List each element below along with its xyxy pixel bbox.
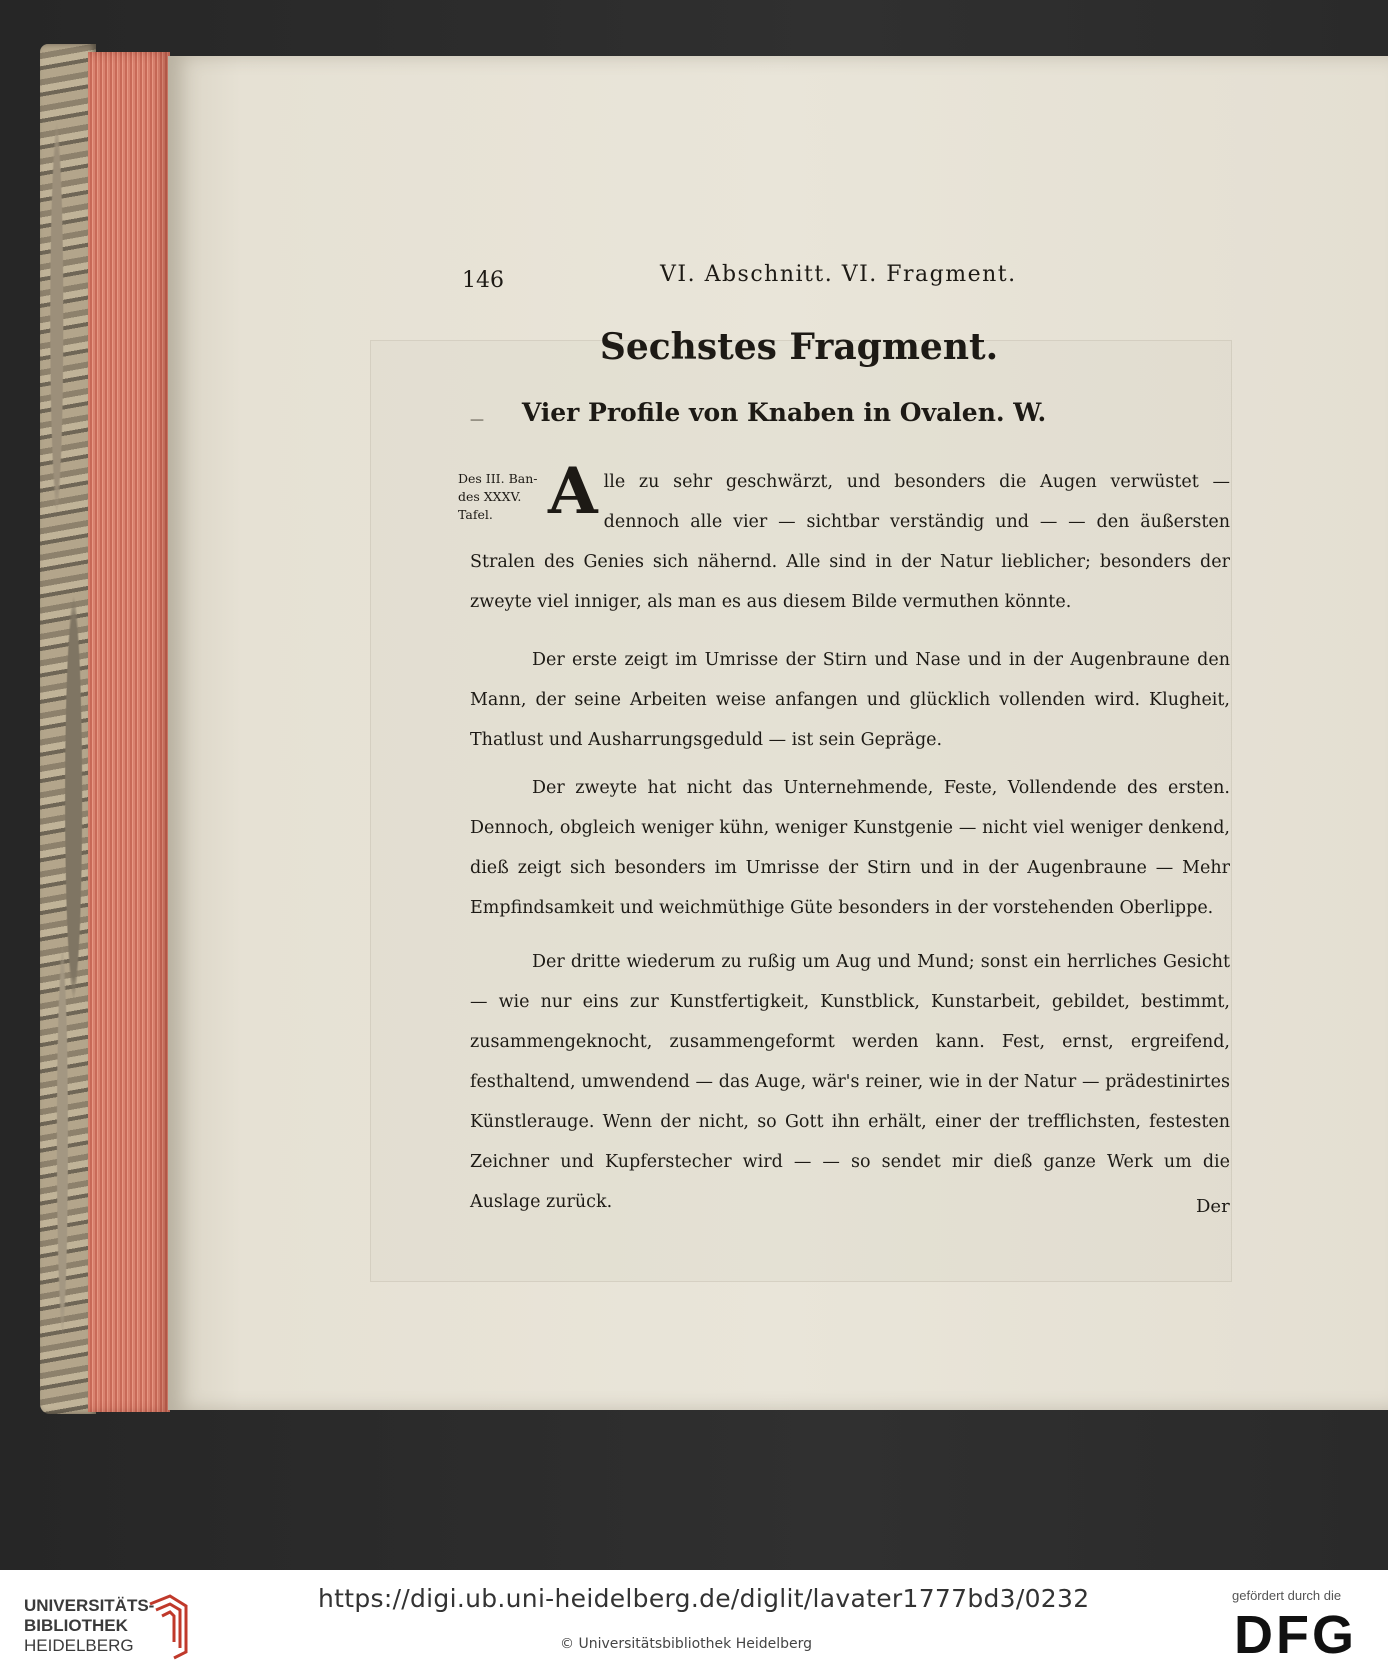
margin-note-line: Des III. Ban- (458, 471, 538, 486)
dfg-logo[interactable]: DFG (1234, 1605, 1357, 1665)
logo-line: UNIVERSITÄTS- (24, 1596, 155, 1615)
fragment-title: Sechstes Fragment. (599, 326, 999, 368)
logo-line: BIBLIOTHEK (24, 1616, 128, 1635)
margin-note-line: des XXXV. (458, 489, 522, 504)
paragraph-intro (470, 454, 1230, 622)
margin-note-line: Tafel. (458, 507, 493, 522)
paragraph-first-boy (470, 640, 1230, 760)
paragraph-third-boy (470, 942, 1230, 1222)
catchword: Der (1196, 1196, 1230, 1217)
dfg-caption: gefördert durch die (1232, 1588, 1342, 1603)
permalink-url[interactable]: https://digi.ub.uni-heidelberg.de/diglit/lavater1777bd3/0232 (318, 1584, 1090, 1613)
running-head: VI. Abschnitt. VI. Fragment. (660, 262, 1017, 287)
logo-line: HEIDELBERG (24, 1636, 134, 1655)
ub-logo-mark-icon (146, 1592, 190, 1662)
decorative-dash: — (470, 412, 484, 428)
copyright-notice: © Universitätsbibliothek Heidelberg (560, 1636, 813, 1652)
paragraph-text: Der zweyte hat nicht das Unternehmende, Feste, Vollendende des ersten. Dennoch, obgleich weniger kühn, weniger Kunstgenie — nicht viel weniger denkend, dieß zeigt sich besonders im Umrisse der Stirn und in der Augenbraune — Mehr Empfindsamkeit und weichmüthige Güte besonders in der vorstehenden Oberlippe. (470, 778, 1230, 918)
paragraph-text: Der dritte wiederum zu rußig um Aug und Mund; sonst ein herrliches Gesicht — wie nur eins zur Kunstfertigkeit, Kunstblick, Kunstarbeit, gebildet, bestimmt, zusammengeknocht, zusammengeformt werden kann. Fest, ernst, ergreifend, festhaltend, umwendend — das Auge, wär's reiner, wie in der Natur — prädestinirtes Künstlerauge. Wenn der nicht, so Gott ihn erhält, einer der trefflichsten, festesten Zeichner und Kupferstecher wird — — so sendet mir dieß ganze Werk um die Auslage zurück. (470, 952, 1230, 1212)
ub-heidelberg-logo[interactable] (24, 1596, 154, 1656)
paragraph-intro-text: lle zu sehr geschwärzt, und besonders die Augen verwüstet — dennoch alle vier — sichtbar verständig und — — den äußersten Stralen des Genies sich nähernd. Alle sind in der Natur lieblicher; besonders der zweyte viel inniger, als man es aus diesem Bilde vermuthen könnte. (470, 472, 1230, 612)
drop-cap: A (548, 454, 598, 529)
paragraph-second-boy (470, 768, 1230, 928)
footer-bar (0, 1570, 1388, 1674)
fragment-subtitle: Vier Profile von Knaben in Ovalen. W. (521, 398, 1047, 427)
page-edges (88, 52, 170, 1412)
page-number: 146 (462, 268, 504, 293)
paragraph-text: Der erste zeigt im Umrisse der Stirn und Nase und in der Augenbraune den Mann, der seine Arbeiten weise anfangen und glücklich vollenden wird. Klugheit, Thatlust und Ausharrungsgeduld — ist sein Gepräge. (470, 650, 1230, 750)
